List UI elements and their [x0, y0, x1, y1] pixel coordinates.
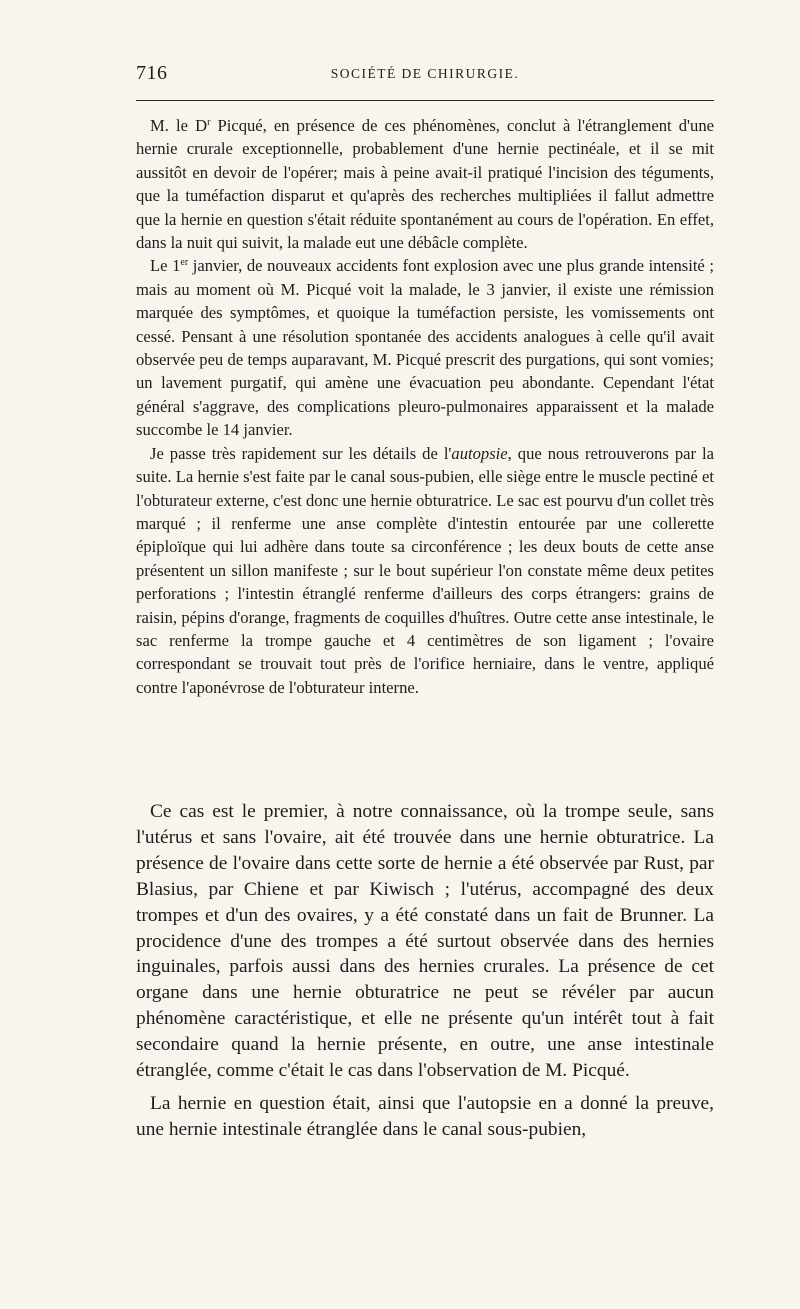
main-text: [136, 799, 714, 1143]
quoted-observation: [136, 114, 714, 699]
body-paragraph: La hernie en question était, ainsi que l'autopsie en a donné la preuve, une hernie intestinale étranglée dans le canal sous-pubien,: [136, 1092, 714, 1140]
quote-paragraph: Le 1er janvier, de nouveaux accidents font explosion avec une plus grande intensité ; mais au moment où M. Picqué voit la malade, le 3 janvier, il existe une rémission marquée des symptômes, et quoique la tuméfaction persiste, les vomissements ont cessé. Pensant à une résolution spontanée des accidents analogues à celle qu'il avait observée peu de temps auparavant, M. Picqué prescrit des purgations, qui sont vomies; un lavement purgatif, qui amène une évacuation peu abondante. Cependant l'état général s'aggrave, des complications pleuro-pulmonaires apparaissent et la malade succombe le 14 janvier.: [136, 256, 714, 440]
page-header: [136, 62, 714, 88]
quote-paragraph: Je passe très rapidement sur les détails de l'autopsie, que nous retrouverons par la suite. La hernie s'est faite par le canal sous-pubien, elle siège entre le muscle pectiné et l'obturateur externe, c'est donc une hernie obturatrice. Le sac est pourvu d'un collet très marqué ; il renferme une anse complète d'intestin entourée par une collerette épiploïque qui lui adhère dans toute sa circonférence ; les deux bouts de cette anse présentent un sillon manifeste ; sur le bout supérieur l'on constate même deux petites perforations ; l'intestin étranglé renferme d'ailleurs des corps étrangers: grains de raisin, pépins d'orange, fragments de coquilles d'huîtres. Outre cette anse intestinale, le sac renferme la trompe gauche et 4 centimètres de son ligament ; l'ovaire correspondant se trouvait tout près de l'orifice herniaire, dans le ventre, appliqué contre l'aponévrose de l'obturateur interne.: [136, 443, 715, 697]
header-rule: [136, 100, 714, 101]
page-number: 716: [136, 62, 168, 84]
body-paragraph: Ce cas est le premier, à notre connaissance, où la trompe seule, sans l'utérus et sans l'ovaire, ait été trouvée dans une hernie obturatrice. La présence de l'ovaire dans cette sorte de hernie a été observée par Rust, par Blasius, par Chiene et par Kiwisch ; l'utérus, accompagné des deux trompes et d'un des ovaires, y a été constaté dans un fait de Brunner. La procidence d'une des trompes a été surtout observée dans des hernies inguinales, parfois aussi dans des hernies crurales. La présence de cet organe dans une hernie obturatrice ne peut se révéler par aucun phénomène caractéristique, et elle ne présente qu'un intérêt tout à fait secondaire quand la hernie présente, en outre, une anse intestinale étranglée, comme c'était le cas dans l'observation de M. Picqué.: [136, 801, 714, 1082]
quote-paragraph: M. le $D^r$ Picqué, en présence de ces phénomènes, conclut à l'étranglement d'une hernie crurale exceptionnelle, probablement d'une hernie pectinéale, et il se mit aussitôt en devoir de l'opérer; mais à peine avait-il pratiqué l'incision des téguments, que la tuméfaction disparut et qu'après des recherches multipliées il fallut admettre que la hernie en question s'était réduite spontanément au cours de l'opération. En effet, dans la nuit qui suivit, la malade eut une débâcle complète.: [136, 116, 714, 253]
running-head: SOCIÉTÉ DE CHIRURGIE.: [330, 66, 520, 81]
